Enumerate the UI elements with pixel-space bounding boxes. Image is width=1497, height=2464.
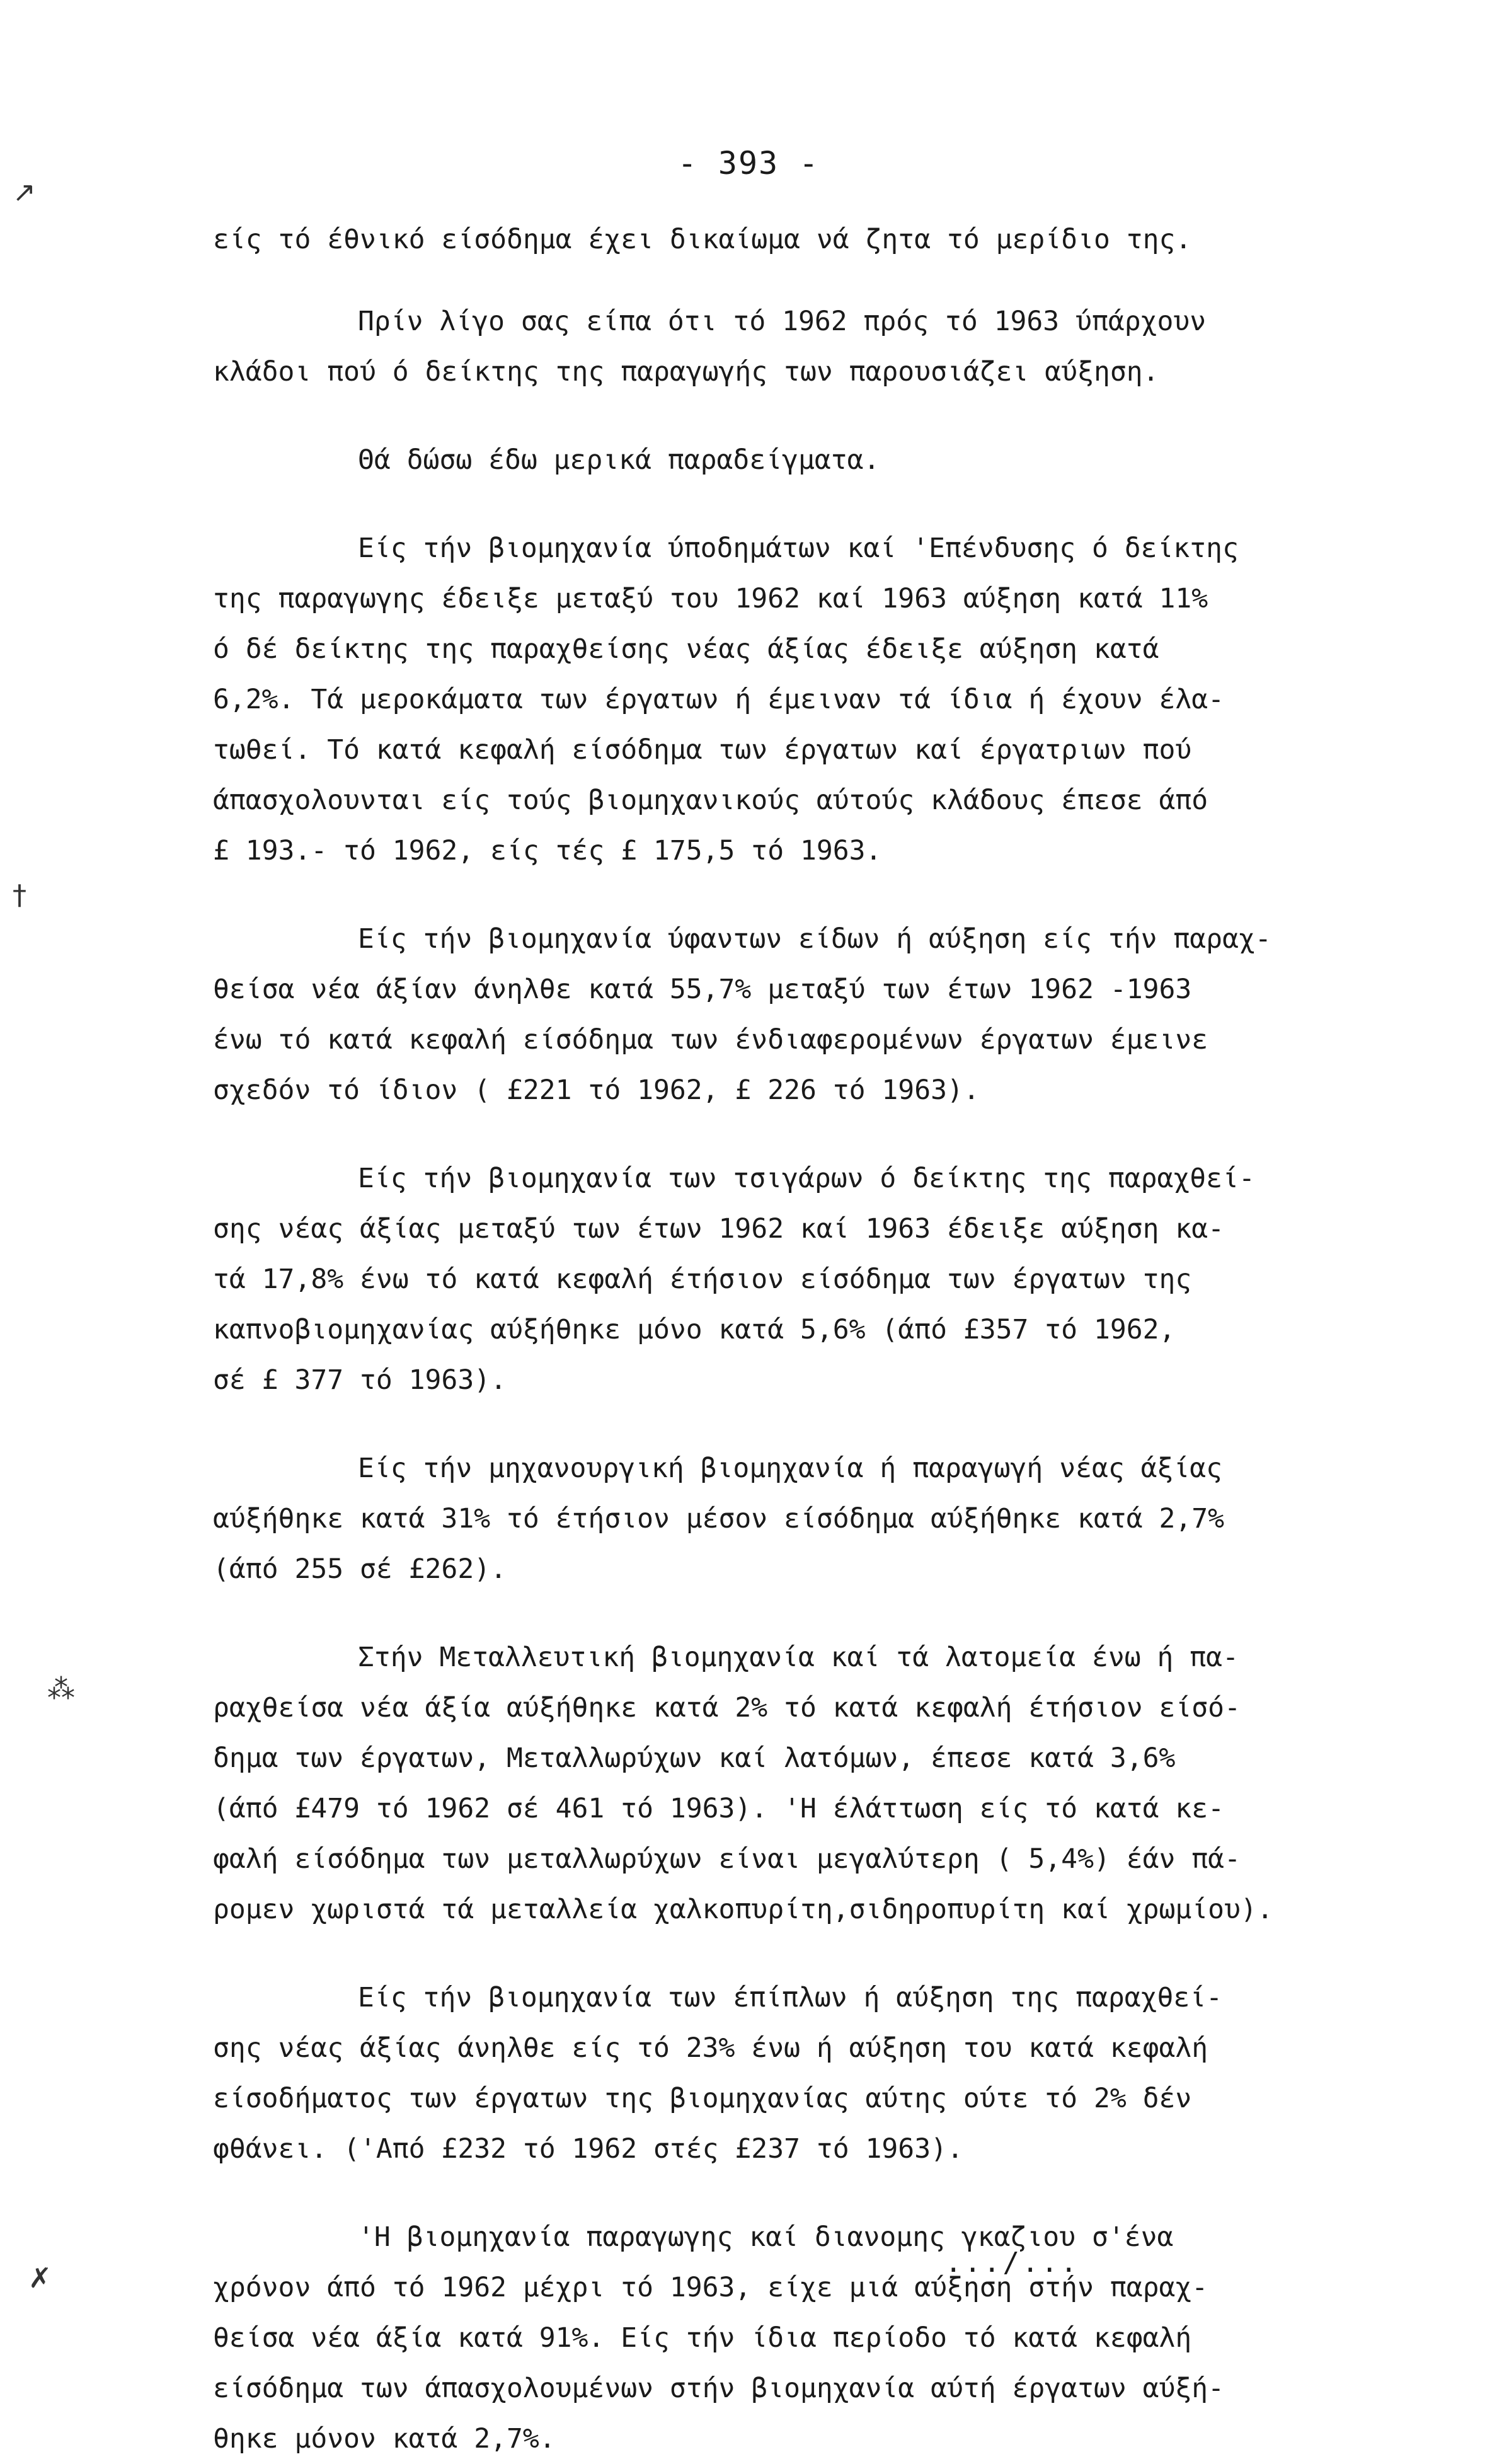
text-line: τωθεί. Τό κατά κεφαλή είσόδημα των έργατων καί έργατριων πού xyxy=(213,734,1192,766)
text-line: θηκε μόνον κατά 2,7%. xyxy=(213,2423,556,2455)
margin-mark-2: † xyxy=(13,879,26,911)
paragraph-6 xyxy=(213,1153,1366,1405)
text-line: είσόδημα των άπασχολουμένων στήν βιομηχανία αύτή έργατων αύξή- xyxy=(213,2373,1225,2404)
text-line: σης νέας άξίας μεταξύ των έτων 1962 καί 1963 έδειξε αύξηση κα- xyxy=(213,1213,1225,1245)
text-line: ένω τό κατά κεφαλή είσόδημα των ένδιαφερομένων έργατων έμεινε xyxy=(213,1024,1208,1056)
text-line: ρομεν χωριστά τά μεταλλεία χαλκοπυρίτη,σιδηροπυρίτη καί χρωμίου). xyxy=(213,1894,1273,1925)
paragraph-10 xyxy=(213,2212,1366,2464)
text-line: είς τό έθνικό είσόδημα έχει δικαίωμα νά ζητα τό μερίδιο της. xyxy=(213,224,1192,255)
text-line: £ 193.- τό 1962, είς τές £ 175,5 τό 1963. xyxy=(213,835,882,866)
text-line: 6,2%. Τά μεροκάματα των έργατων ή έμειναν τά ίδια ή έχουν έλα- xyxy=(213,684,1225,715)
text-line: (άπό 255 σέ £262). xyxy=(213,1553,507,1585)
text-line: (άπό £479 τό 1962 σέ 461 τό 1963). 'Η έλάττωση είς τό κατά κε- xyxy=(213,1793,1225,1824)
text-line: Θά δώσω έδω μερικά παραδείγματα. xyxy=(358,444,880,476)
text-line: Είς τήν βιομηχανία ύποδημάτων καί 'Επένδυσης ό δείκτης xyxy=(358,533,1239,564)
text-line: 'Η βιομηχανία παραγωγης καί διανομης γκαζιου σ'ένα xyxy=(358,2221,1174,2253)
document-body xyxy=(213,214,1366,2464)
paragraph-1 xyxy=(213,214,1366,265)
margin-mark-4: ✗ xyxy=(28,2262,52,2294)
text-line: καπνοβιομηχανίας αύξήθηκε μόνο κατά 5,6% (άπό £357 τό 1962, xyxy=(213,1314,1176,1345)
text-line: Είς τήν βιομηχανία των τσιγάρων ό δείκτης της παραχθεί- xyxy=(358,1163,1255,1194)
text-line: άπασχολουνται είς τούς βιομηχανικούς αύτούς κλάδους έπεσε άπό xyxy=(213,785,1208,816)
text-line: σης νέας άξίας άνηλθε είς τό 23% ένω ή αύξηση του κατά κεφαλή xyxy=(213,2032,1208,2064)
text-line: Είς τήν μηχανουργική βιομηχανία ή παραγωγή νέας άξίας xyxy=(358,1453,1223,1484)
text-line: ραχθείσα νέα άξία αύξήθηκε κατά 2% τό κατά κεφαλή έτήσιον είσό- xyxy=(213,1692,1241,1724)
paragraph-8 xyxy=(213,1632,1366,1935)
continuation-mark: .../... xyxy=(945,2247,1080,2279)
text-line: σχεδόν τό ίδιον ( £221 τό 1962, £ 226 τό 1963). xyxy=(213,1074,980,1106)
text-line: της παραγωγης έδειξε μεταξύ του 1962 καί 1963 αύξηση κατά 11% xyxy=(213,583,1208,614)
text-line: Είς τήν βιομηχανία των έπίπλων ή αύξηση της παραχθεί- xyxy=(358,1982,1223,2013)
text-line: φαλή είσόδημα των μεταλλωρύχων είναι μεγαλύτερη ( 5,4%) έάν πά- xyxy=(213,1843,1241,1875)
text-line: είσοδήματος των έργατων της βιομηχανίας αύτης ούτε τό 2% δέν xyxy=(213,2083,1192,2114)
paragraph-9 xyxy=(213,1972,1366,2174)
paragraph-3 xyxy=(213,435,1366,485)
paragraph-7 xyxy=(213,1443,1366,1594)
text-line: Στήν Μεταλλευτική βιομηχανία καί τά λατομεία ένω ή πα- xyxy=(358,1642,1239,1673)
text-line: τά 17,8% ένω τό κατά κεφαλή έτήσιον είσόδημα των έργατων της xyxy=(213,1264,1192,1295)
page-number: - 393 - xyxy=(677,145,820,181)
text-line: θείσα νέα άξίαν άνηλθε κατά 55,7% μεταξύ των έτων 1962 -1963 xyxy=(213,974,1192,1005)
paragraph-2 xyxy=(213,296,1366,397)
text-line: δημα των έργατων, Μεταλλωρύχων καί λατόμων, έπεσε κατά 3,6% xyxy=(213,1742,1176,1774)
text-line: κλάδοι πού ό δείκτης της παραγωγής των παρουσιάζει αύξηση. xyxy=(213,356,1159,388)
margin-mark-3: ⁂ xyxy=(47,1673,75,1705)
text-line: Πρίν λίγο σας είπα ότι τό 1962 πρός τό 1963 ύπάρχουν xyxy=(358,306,1207,337)
text-line: αύξήθηκε κατά 31% τό έτήσιον μέσον είσόδημα αύξήθηκε κατά 2,7% xyxy=(213,1503,1225,1534)
paragraph-4 xyxy=(213,523,1366,876)
text-line: ό δέ δείκτης της παραχθείσης νέας άξίας έδειξε αύξηση κατά xyxy=(213,633,1159,665)
text-line: σέ £ 377 τό 1963). xyxy=(213,1364,507,1396)
margin-mark-1: ↗ xyxy=(13,176,36,209)
paragraph-5 xyxy=(213,914,1366,1115)
text-line: χρόνον άπό τό 1962 μέχρι τό 1963, είχε μιά αύξηση στήν παραχ- xyxy=(213,2272,1208,2303)
text-line: φθάνει. ('Από £232 τό 1962 στές £237 τό 1963). xyxy=(213,2133,963,2165)
text-line: Είς τήν βιομηχανία ύφαντων είδων ή αύξηση είς τήν παραχ- xyxy=(358,923,1271,955)
text-line: θείσα νέα άξία κατά 91%. Είς τήν ίδια περίοδο τό κατά κεφαλή xyxy=(213,2322,1192,2354)
